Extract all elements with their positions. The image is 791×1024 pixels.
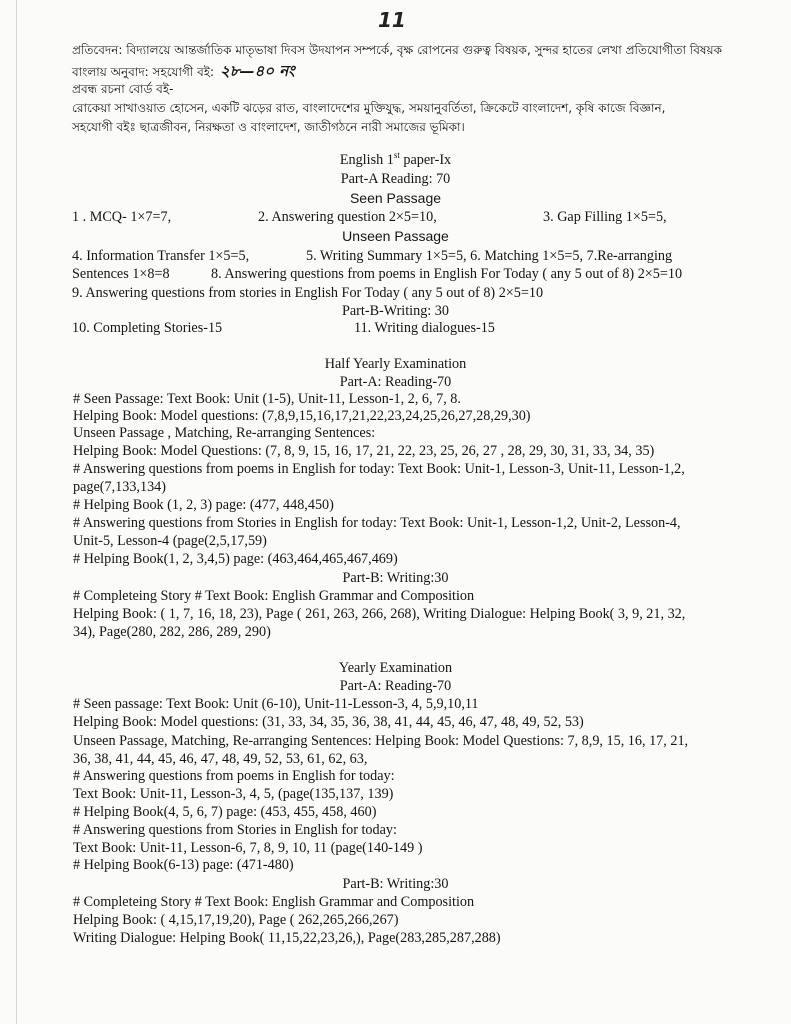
yearly-line-b: Writing Dialogue: Helping Book( 11,15,22,23,26,), Page(283,285,287,288): [73, 930, 501, 946]
bengali-line-2: [72, 63, 295, 80]
half-yearly-line: Unseen Passage , Matching, Re-arranging Sentences:: [73, 425, 376, 441]
yearly-line: # Answering questions from Stories in English for today:: [73, 822, 397, 838]
page-number: 11: [378, 8, 406, 32]
syllabus-part-a: Part-A Reading: 70: [340, 171, 451, 187]
seen-passage-heading: Seen Passage: [349, 190, 442, 206]
half-yearly-line: # Answering questions from poems in English for today: Text Book: Unit-1, Lesson-3, Unit-11, Lesson-1,2,: [73, 461, 685, 477]
half-yearly-line: # Seen Passage: Text Book: Unit (1-5), Unit-11, Lesson-1, 2, 6, 7, 8.: [73, 391, 461, 407]
bengali-line-2-text: বাংলায় অনুবাদ: সহযোগী বই:: [72, 65, 215, 79]
item-5-7: 5. Writing Summary 1×5=5, 6. Matching 1×5=5, 7.Re-arranging: [306, 248, 673, 264]
item-3: 3. Gap Filling 1×5=5,: [543, 209, 667, 225]
yearly-title: Yearly Examination: [338, 660, 453, 676]
syllabus-part-b: Part-B-Writing: 30: [341, 303, 449, 319]
half-yearly-part-a: Part-A: Reading-70: [339, 374, 452, 390]
yearly-line: Unseen Passage, Matching, Re-arranging Sentences: Helping Book: Model Questions: 7, 8,9, 15, 16, 17, 21,: [73, 733, 689, 749]
yearly-line: 36, 38, 41, 44, 45, 46, 47, 48, 49, 52, 53, 61, 62, 63,: [73, 751, 368, 767]
item-2: 2. Answering question 2×5=10,: [258, 209, 437, 225]
yearly-line: # Helping Book(6-13) page: (471-480): [73, 857, 294, 873]
yearly-line-b: Helping Book: ( 4,15,17,19,20), Page ( 262,265,266,267): [73, 912, 399, 928]
yearly-line: Helping Book: Model questions: (31, 33, 34, 35, 36, 38, 41, 44, 45, 46, 47, 48, 49, 52, 53): [73, 714, 584, 730]
yearly-line: # Seen passage: Text Book: Unit (6-10), Unit-11-Lesson-3, 4, 5,9,10,11: [73, 696, 479, 712]
half-yearly-title: Half Yearly Examination: [324, 356, 467, 372]
half-yearly-line-b: # Completeing Story # Text Book: English Grammar and Composition: [73, 588, 475, 604]
syllabus-title-sup: st: [393, 150, 400, 160]
bengali-line-1: প্রতিবেদন: বিদ্যালয়ে আন্তর্জাতিক মাতৃভাষা দিবস উদযাপন সম্পর্কে, বৃক্ষ রোপনের গুরুত্ব বিষয়ক, সুন্দর হাতের লেখা প্রতিযোগীতা বিষয়ক: [72, 43, 722, 57]
item-10: 10. Completing Stories-15: [72, 320, 223, 336]
half-yearly-line-b: 34), Page(280, 282, 286, 289, 290): [73, 624, 271, 640]
bengali-line-4: রোকেয়া সাখাওয়াত হোসেন, একটি ঝড়ের রাত, বাংলাদেশের মুক্তিযুদ্ধ, সময়ানুবর্তিতা, ক্রিকেটে বাংলাদেশ, কৃষি কাজে বিজ্ঞান,: [72, 101, 666, 115]
yearly-part-a: Part-A: Reading-70: [339, 678, 452, 694]
handwritten-note: ২৮—৪০ নং: [220, 62, 295, 80]
half-yearly-line: # Helping Book(1, 2, 3,4,5) page: (463,464,465,467,469): [73, 551, 398, 567]
half-yearly-line: page(7,133,134): [73, 479, 166, 495]
yearly-line: Text Book: Unit-11, Lesson-6, 7, 8, 9, 10, 11 (page(140-149 ): [73, 840, 423, 856]
item-9: 9. Answering questions from stories in English For Today ( any 5 out of 8) 2×5=10: [72, 285, 544, 301]
yearly-line: # Answering questions from poems in English for today:: [73, 768, 395, 784]
half-yearly-part-b: Part-B: Writing:30: [342, 570, 449, 586]
half-yearly-line: Helping Book: Model Questions: (7, 8, 9, 15, 16, 17, 21, 22, 23, 25, 26, 27 , 28, 29, 30, 31, 33, 34, 35): [73, 443, 655, 459]
bengali-line-3: প্রবন্ধ রচনা বোর্ড বই-: [72, 82, 174, 96]
bengali-line-5: সহযোগী বইঃ ছাত্রজীবন, নিরক্ষতা ও বাংলাদেশ, জাতীগঠনে নারী সমাজের ভূমিকা।: [72, 120, 465, 134]
half-yearly-line: # Answering questions from Stories in English for today: Text Book: Unit-1, Lesson-1,2, Unit-2, Lesson-4,: [73, 515, 681, 531]
half-yearly-line: Unit-5, Lesson-4 (page(2,5,17,59): [73, 533, 267, 549]
item-8: 8. Answering questions from poems in English For Today ( any 5 out of 8) 2×5=10: [211, 266, 683, 282]
syllabus-title-main: English 1: [339, 152, 394, 168]
syllabus-title: [0, 152, 791, 170]
half-yearly-line: # Helping Book (1, 2, 3) page: (477, 448,450): [73, 497, 334, 513]
yearly-part-b: Part-B: Writing:30: [342, 876, 449, 892]
half-yearly-line: Helping Book: Model questions: (7,8,9,15,16,17,21,22,23,24,25,26,27,28,29,30): [73, 408, 531, 424]
item-1: 1 . MCQ- 1×7=7,: [72, 209, 172, 225]
yearly-line: Text Book: Unit-11, Lesson-3, 4, 5, (page(135,137, 139): [73, 786, 394, 802]
yearly-line: # Helping Book(4, 5, 6, 7) page: (453, 455, 458, 460): [73, 804, 377, 820]
yearly-line-b: # Completeing Story # Text Book: English Grammar and Composition: [73, 894, 475, 910]
half-yearly-line-b: Helping Book: ( 1, 7, 16, 18, 23), Page ( 261, 263, 266, 268), Writing Dialogue: Helping Book( 3, 9, 21, 32,: [73, 606, 686, 622]
unseen-passage-heading: Unseen Passage: [342, 228, 449, 244]
syllabus-title-rest: paper-Ix: [399, 152, 452, 168]
item-4: 4. Information Transfer 1×5=5,: [72, 248, 250, 264]
item-11: 11. Writing dialogues-15: [354, 320, 495, 336]
item-7-cont: Sentences 1×8=8: [72, 266, 170, 282]
